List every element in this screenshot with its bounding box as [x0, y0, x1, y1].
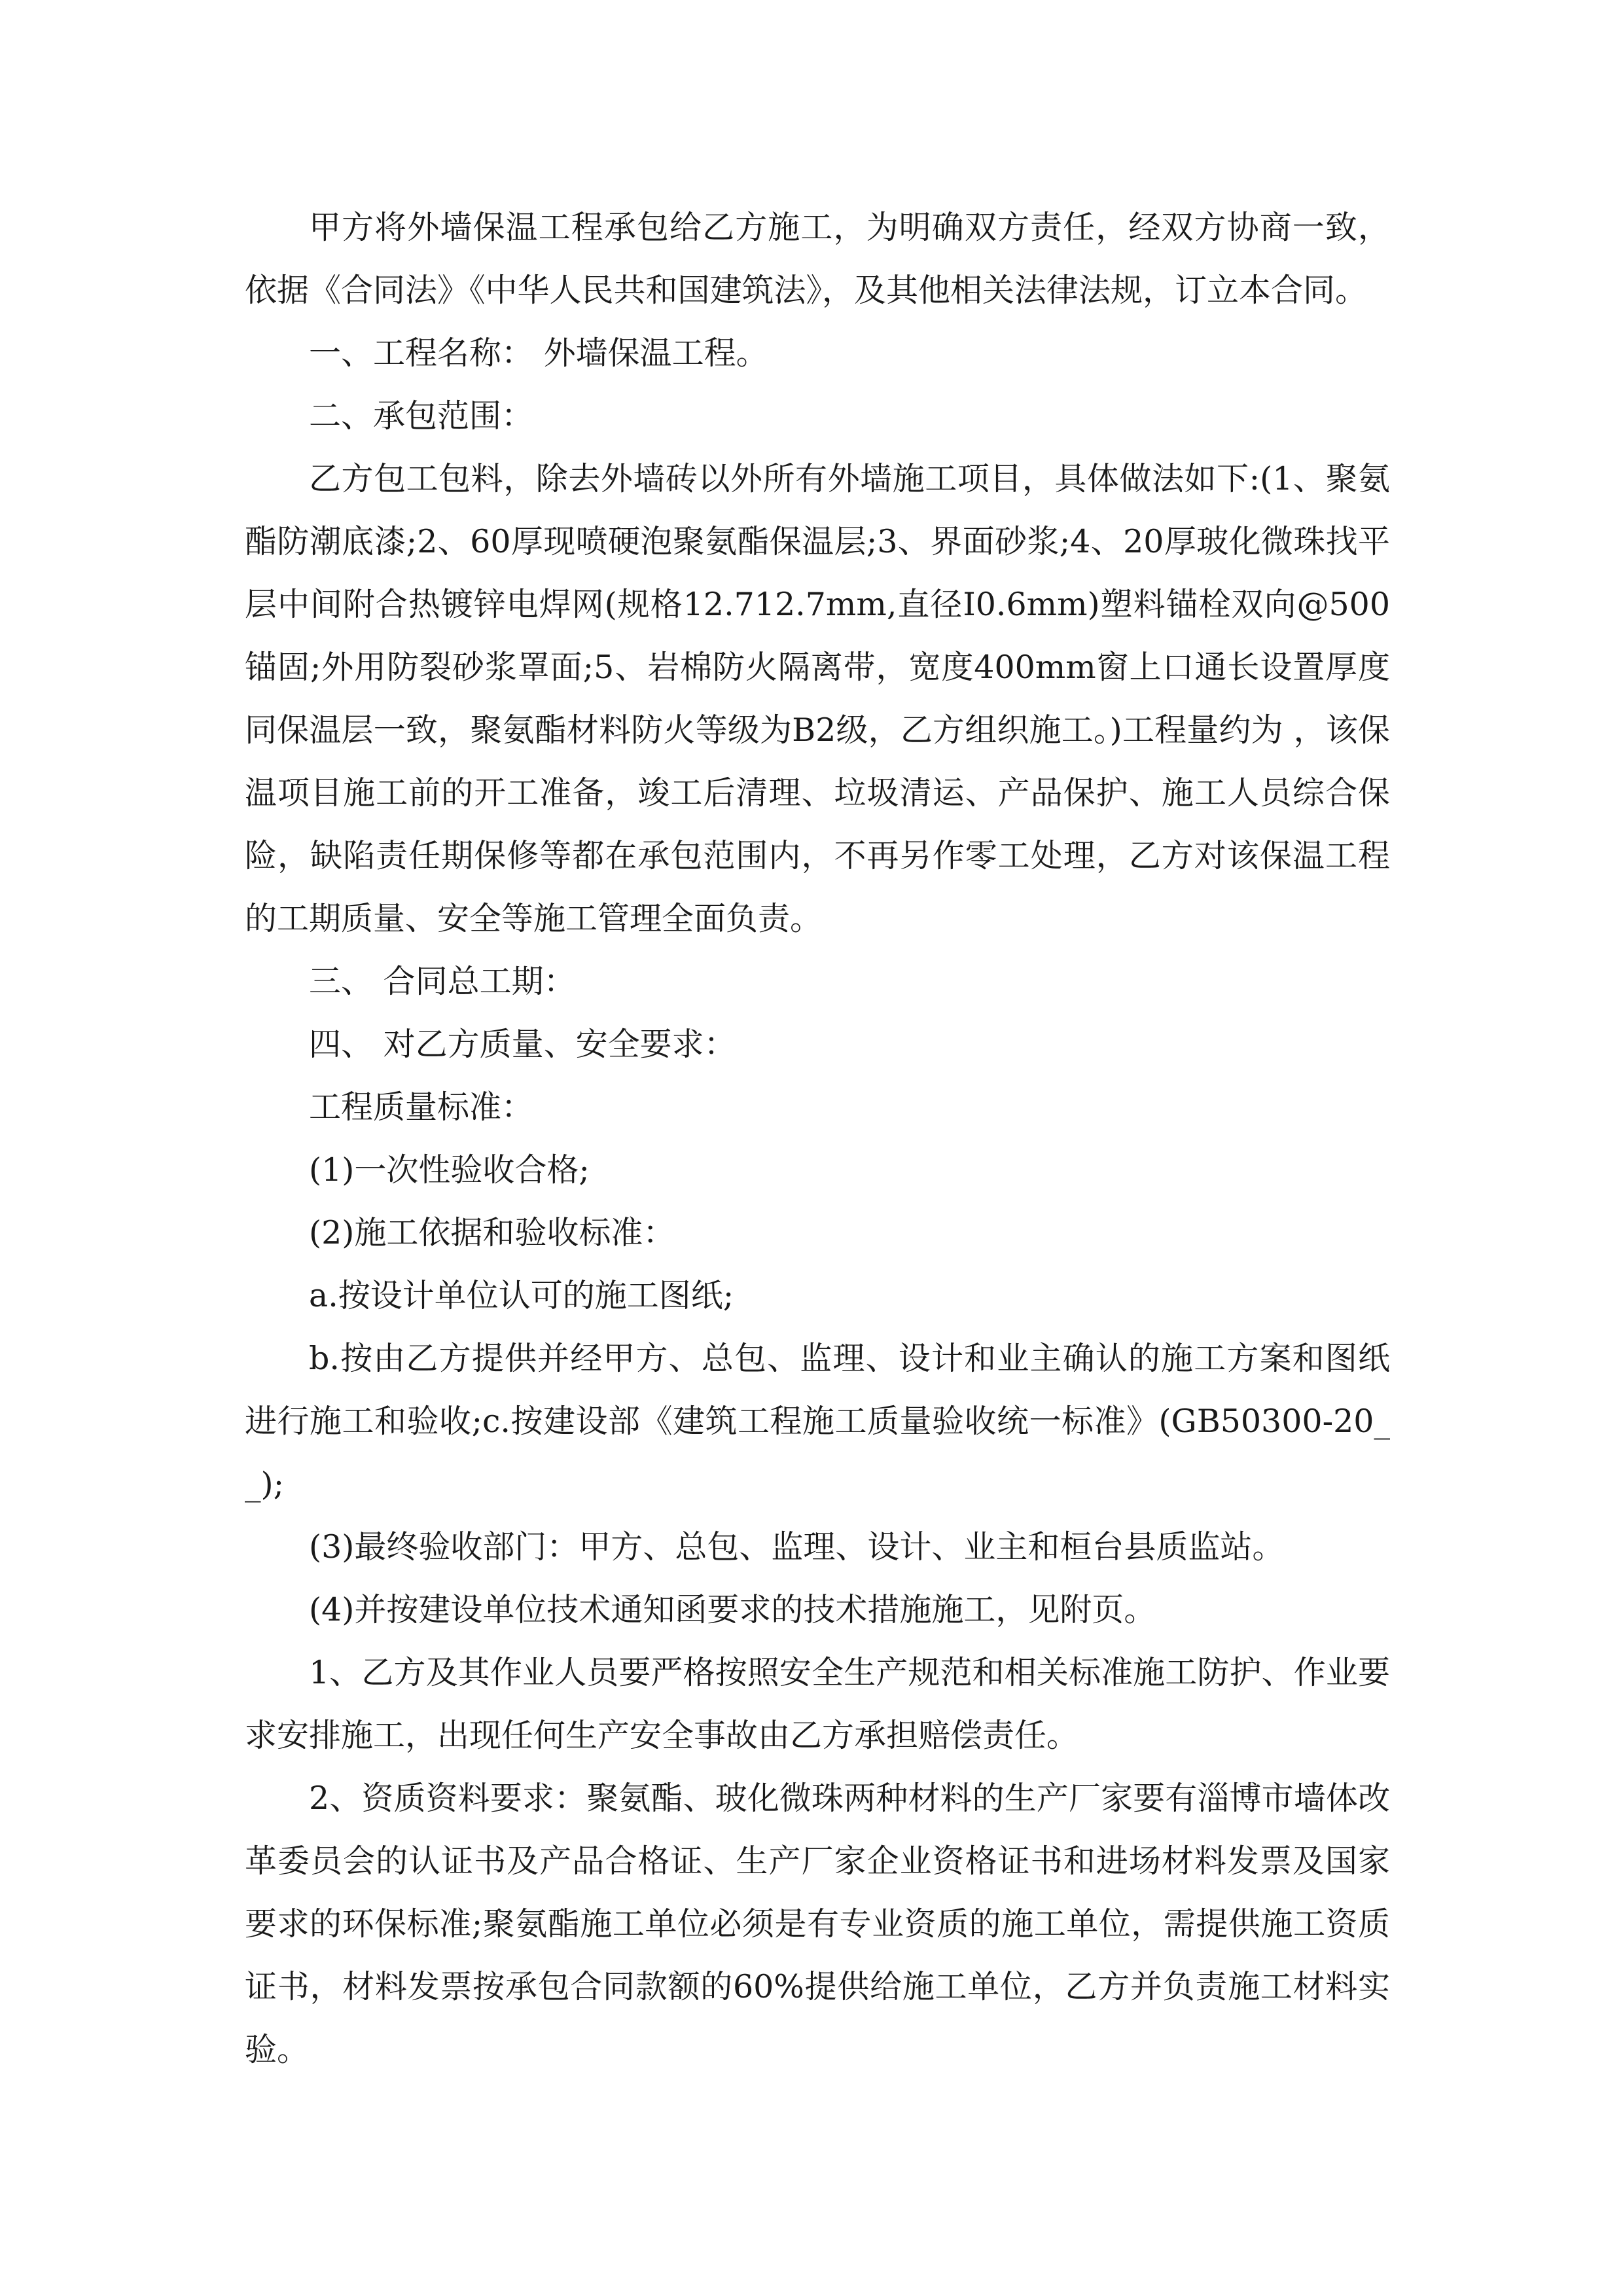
paragraph-qualification-2: 2、资质资料要求：聚氨酯、玻化微珠两种材料的生产厂家要有淄博市墙体改革委员会的认证书及产品合格证、生产厂家企业资格证书和进场材料发票及国家要求的环保标准;聚氨酯施工单位必须是有专业资质的施工单位，需提供施工资质证书，材料发票按承包合同款额的60%提供给施工单位，乙方并负责施工材料实验。 — [245, 1780, 1390, 2068]
paragraph-intro: 甲方将外墙保温工程承包给乙方施工，为明确双方责任，经双方协商一致，依据《合同法》《中华人民共和国建筑法》，及其他相关法律法规，订立本合同。 — [245, 209, 1390, 309]
list-item-quality-3: (3)最终验收部门：甲方、总包、监理、设计、业主和桓台县质监站。 — [309, 1528, 1285, 1566]
section-quality-safety-heading: 四、 对乙方质量、安全要求： — [309, 1026, 736, 1063]
list-item-quality-4: (4)并按建设单位技术通知函要求的技术措施施工，见附页。 — [309, 1591, 1156, 1628]
section-contract-scope-heading: 二、承包范围： — [309, 397, 534, 435]
paragraph-contract-scope: 乙方包工包料，除去外墙砖以外所有外墙施工项目，具体做法如下:(1、聚氨酯防潮底漆;2、60厚现喷硬泡聚氨酯保温层;3、界面砂浆;4、20厚玻化微珠找平层中间附合热镀锌电焊网(规格12.712.7mm,直径I0.6mm)塑料锚栓双向@500锚固;外用防裂砂浆罩面;5、岩棉防火隔离带，宽度400mm窗上口通长设置厚度同保温层一致，聚氨酯材料防火等级为B2级，乙方组织施工。)工程量约为 ，该保温项目施工前的开工准备，竣工后清理、垃圾清运、产品保护、施工人员综合保险，缺陷责任期保修等都在承包范围内，不再另作零工处理，乙方对该保温工程的工期质量、安全等施工管理全面负责。 — [245, 460, 1390, 937]
paragraph-safety-1: 1、乙方及其作业人员要严格按照安全生产规范和相关标准施工防护、作业要求安排施工，出现任何生产安全事故由乙方承担赔偿责任。 — [245, 1654, 1390, 1754]
list-item-quality-2: (2)施工依据和验收标准： — [309, 1214, 675, 1251]
list-item-quality-1: (1)一次性验收合格; — [309, 1151, 590, 1189]
section-contract-period: 三、 合同总工期： — [309, 963, 576, 1000]
document-body — [245, 196, 1390, 2081]
quality-standard-heading: 工程质量标准： — [309, 1088, 534, 1126]
list-item-quality-2bc: b.按由乙方提供并经甲方、总包、监理、设计和业主确认的施工方案和图纸进行施工和验收;c.按建设部《建筑工程施工质量验收统一标准》(GB50300-20__); — [245, 1340, 1390, 1503]
list-item-quality-2a: a.按设计单位认可的施工图纸; — [309, 1277, 734, 1314]
section-project-name: 一、工程名称： 外墙保温工程。 — [309, 334, 768, 372]
